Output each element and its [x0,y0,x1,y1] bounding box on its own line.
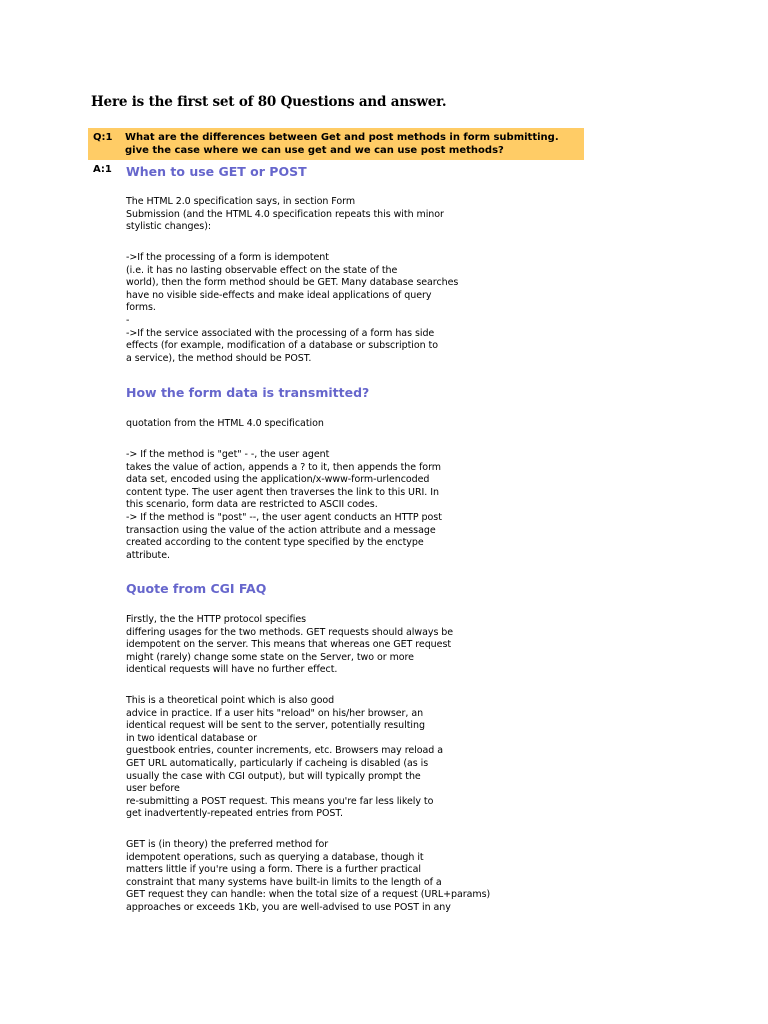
text-line: GET request they can handle: when the total size of a request (URL+params) [126,889,491,901]
text-line: might (rarely) change some state on the Server, two or more [126,651,414,663]
text-line: -> If the method is "post" --, the user agent conducts an HTTP post [126,511,442,523]
text-line: identical requests will have no further effect. [126,664,338,676]
text-line: ->If the processing of a form is idempotent [126,252,329,263]
text-line: differing usages for the two methods. GET requests should always be [126,626,454,638]
text-line: quotation from the HTML 4.0 specification [126,418,324,429]
text-line: content type. The user agent then traverses the link to this URI. In [126,486,439,498]
question-bar [88,128,584,160]
question-label: Q:1 [93,132,113,143]
text-line: user before [126,783,180,795]
text-line: transaction using the value of the action attribute and a message [126,524,436,536]
text-line: approaches or exceeds 1Kb, you are well-advised to use POST in any [126,901,451,913]
text-line: attribute. [126,549,170,561]
text-line: - [126,314,130,326]
answer-label: A:1 [93,164,112,175]
text-line: created according to the content type specified by the enctype [126,537,424,549]
text-line: in two identical database or [126,732,257,744]
text-line: usually the case with CGI output), but will typically prompt the [126,770,421,782]
paragraph [126,418,324,431]
text-line: idempotent operations, such as querying a database, though it [126,851,424,863]
paragraph [126,614,453,677]
text-line: have no visible side-effects and make ideal applications of query [126,289,432,301]
text-line: ->If the service associated with the processing of a form has side [126,327,435,339]
text-line: Submission (and the HTML 4.0 specification repeats this with minor [126,208,444,220]
paragraph [126,196,444,234]
text-line: stylistic changes): [126,221,212,233]
section-heading-form-data: How the form data is transmitted? [126,385,370,400]
text-line: forms. [126,302,156,314]
text-line: this scenario, form data are restricted to ASCII codes. [126,499,378,511]
question-text [125,132,559,157]
question-line: What are the differences between Get and post methods in form submitting. [125,132,559,143]
text-line: -> If the method is "get" - -, the user agent [126,449,330,460]
text-line: Firstly, the the HTTP protocol specifies [126,614,307,625]
text-line: matters little if you're using a form. There is a further practical [126,864,421,876]
text-line: get inadvertently-repeated entries from POST. [126,808,343,820]
section-heading-cgi-faq: Quote from CGI FAQ [126,581,267,596]
section-heading-when-to-use: When to use GET or POST [126,164,307,179]
text-line: constraint that many systems have built-in limits to the length of a [126,876,442,888]
page-title: Here is the first set of 80 Questions and answer. [91,94,447,110]
paragraph [126,839,490,915]
text-line: re-submitting a POST request. This means you're far less likely to [126,795,434,807]
text-line: takes the value of action, appends a ? to it, then appends the form [126,461,441,473]
paragraph [126,449,442,562]
question-line: give the case where we can use get and we can use post methods? [125,144,504,156]
text-line: identical request will be sent to the server, potentially resulting [126,720,425,732]
text-line: a service), the method should be POST. [126,352,312,364]
text-line: advice in practice. If a user hits "reload" on his/her browser, an [126,707,424,719]
text-line: effects (for example, modification of a database or subscription to [126,340,438,352]
paragraph [126,695,443,821]
text-line: GET URL automatically, particularly if cacheing is disabled (as is [126,757,429,769]
text-line: (i.e. it has no lasting observable effect on the state of the [126,264,398,276]
text-line: This is a theoretical point which is also good [126,695,335,706]
text-line: The HTML 2.0 specification says, in section Form [126,196,356,207]
text-line: data set, encoded using the application/x-www-form-urlencoded [126,474,430,486]
text-line: GET is (in theory) the preferred method for [126,839,329,850]
text-line: idempotent on the server. This means that whereas one GET request [126,639,452,651]
paragraph [126,252,458,365]
text-line: guestbook entries, counter increments, etc. Browsers may reload a [126,745,444,757]
text-line: world), then the form method should be GET. Many database searches [126,277,459,289]
